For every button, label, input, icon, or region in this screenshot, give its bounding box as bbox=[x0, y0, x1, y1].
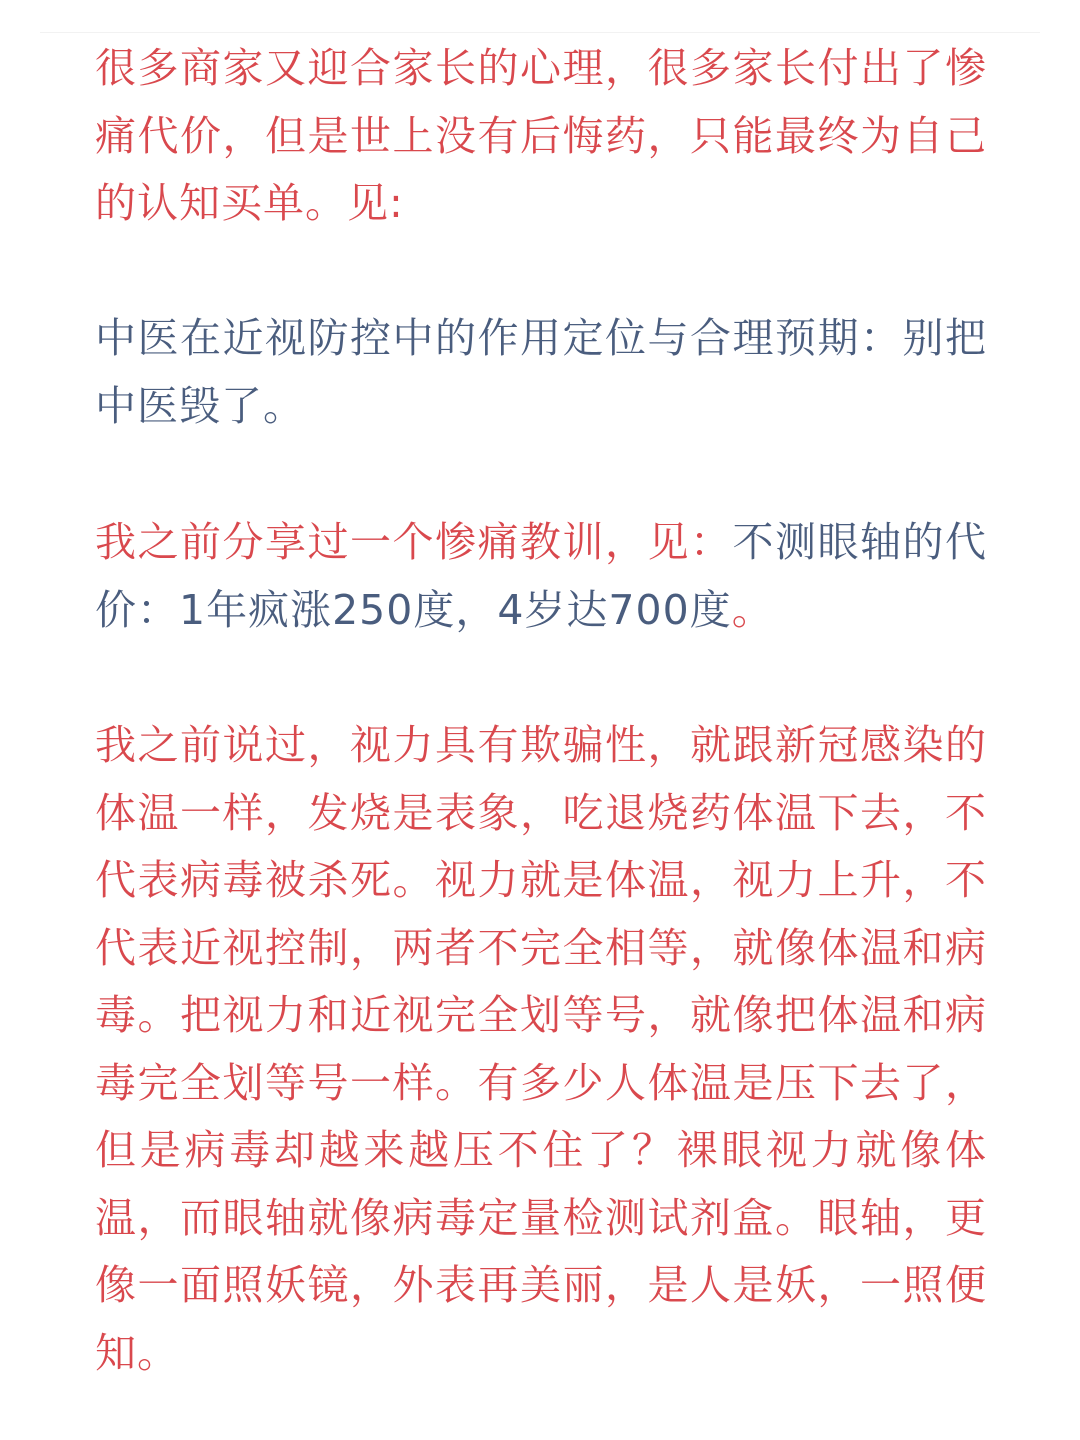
paragraph-merchants-parents: 很多商家又迎合家长的心理，很多家长付出了惨痛代价，但是世上没有后悔药，只能最终为自己的认知买单。见: bbox=[95, 44, 987, 227]
linked-article-tcm-title[interactable]: 中医在近视防控中的作用定位与合理预期：别把中医毁了。 bbox=[95, 314, 987, 430]
paragraph-vision-deceptive: 我之前说过，视力具有欺骗性，就跟新冠感染的体温一样，发烧是表象，吃退烧药体温下去，不代表病毒被杀死。视力就是体温，视力上升，不代表近视控制，两者不完全相等，就像体温和病毒。把视力和近视完全划等号，就像把体温和病毒完全划等号一样。有多少人体温是压下去了，但是病毒却越来越压不住了？裸眼视力就像体温，而眼轴就像病毒定量检测试剂盒。眼轴，更像一面照妖镜，外表再美丽，是人是妖，一照便知。 bbox=[95, 721, 987, 1377]
paragraph-painful-lesson bbox=[95, 509, 987, 644]
lesson-intro-text: 我之前分享过一个惨痛教训，见： bbox=[95, 518, 733, 566]
linked-article-axial-length[interactable]: 不测眼轴的代价：1年疯涨250度，4岁达700度 bbox=[95, 518, 987, 634]
lesson-end-period: 。 bbox=[731, 585, 774, 634]
top-divider bbox=[40, 32, 1040, 33]
